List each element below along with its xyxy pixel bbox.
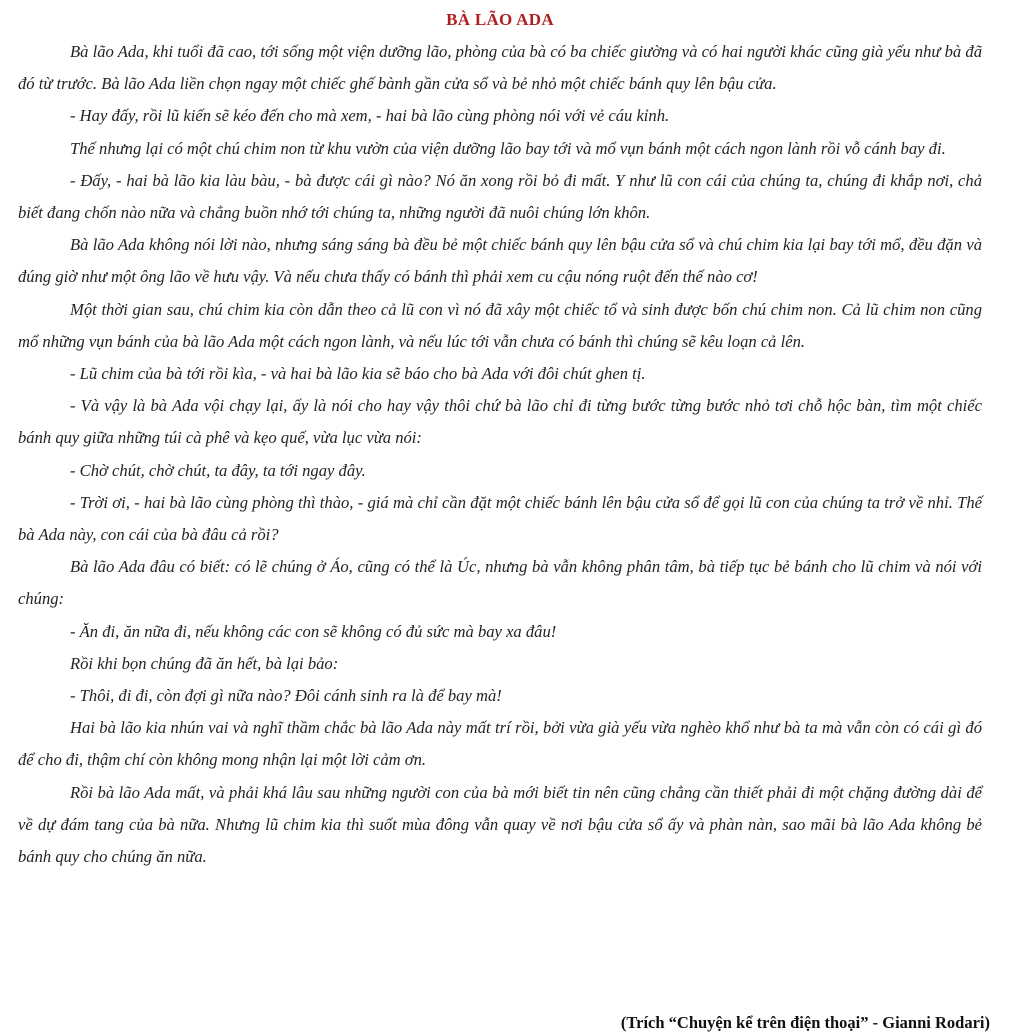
story-paragraph: - Lũ chim của bà tới rồi kìa, - và hai bà lão kia sẽ báo cho bà Ada với đôi chút ghen tị. [70, 364, 646, 384]
story-body [18, 36, 982, 873]
story-paragraph: - Thôi, đi đi, còn đợi gì nữa nào? Đôi cánh sinh ra là để bay mà! [70, 686, 502, 706]
story-paragraph: - Đấy, - hai bà lão kia làu bàu, - bà được cái gì nào? Nó ăn xong rồi bỏ đi mất. Y như lũ con cái của chúng ta, chúng đi khắp nơi, chả biết đang chốn nào nữa và chẳng buồn nhớ tới chúng ta, những người đã nuôi chúng lớn khôn. [18, 170, 982, 223]
story-paragraph: - Và vậy là bà Ada vội chạy lại, ấy là nói cho hay vậy thôi chứ bà lão chỉ đi từng bước từng bước nhỏ tơi chỗ hộc bàn, tìm một chiếc bánh quy giữa những túi cà phê và kẹo quế, vừa lục vừa nói: [18, 396, 982, 448]
story-paragraph: - Ăn đi, ăn nữa đi, nếu không các con sẽ không có đủ sức mà bay xa đâu! [70, 621, 557, 641]
story-title: BÀ LÃO ADA [446, 10, 554, 29]
story-paragraph: Thế nhưng lại có một chú chim non từ khu vườn của viện dưỡng lão bay tới và mổ vụn bánh một cách ngon lành rồi vỗ cánh bay đi. [70, 138, 946, 158]
source-citation: (Trích “Chuyện kể trên điện thoại” - Gianni Rodari) [620, 1013, 990, 1032]
story-paragraph: Hai bà lão kia nhún vai và nghĩ thầm chắc bà lão Ada này mất trí rồi, bởi vừa già yếu vừa nghèo khổ như bà ta mà vẫn còn có cái gì đó để cho đi, thậm chí còn không mong nhận lại một lời cảm ơn. [18, 718, 982, 770]
story-paragraph: - Chờ chút, chờ chút, ta đây, ta tới ngay đây. [70, 460, 366, 480]
story-paragraph: Bà lão Ada không nói lời nào, nhưng sáng sáng bà đều bẻ một chiếc bánh quy lên bậu cửa sổ và chú chim kia lại bay tới mổ, đều đặn và đúng giờ như một ông lão về hưu vậy. Và nếu chưa thấy có bánh thì phải xem cu cậu nóng ruột đến thế nào cơ! [18, 235, 982, 287]
story-paragraph: Rồi khi bọn chúng đã ăn hết, bà lại bảo: [70, 653, 339, 673]
story-paragraph: Bà lão Ada đâu có biết: có lẽ chúng ở Áo, cũng có thể là Úc, nhưng bà vẫn không phân tâm, bà tiếp tục bẻ bánh cho lũ chim và nói với chúng: [18, 557, 982, 609]
story-paragraph: - Hay đấy, rồi lũ kiến sẽ kéo đến cho mà xem, - hai bà lão cùng phòng nói với vẻ cáu kỉnh. [70, 106, 670, 126]
story-paragraph: Bà lão Ada, khi tuổi đã cao, tới sống một viện dưỡng lão, phòng của bà có ba chiếc giường và có hai người khác cũng già yếu như bà đã đó từ trước. Bà lão Ada liền chọn ngay một chiếc ghế bành gần cửa sổ và bẻ nhỏ một chiếc bánh quy lên bậu cửa. [18, 42, 982, 94]
story-paragraph: Rồi bà lão Ada mất, và phải khá lâu sau những người con của bà mới biết tin nên cũng chẳng cần thiết phải đi một chặng đường dài để về dự đám tang của bà nữa. Nhưng lũ chim kia thì suốt mùa đông vẫn quay về nơi bậu cửa sổ ấy và phàn nàn, sao mãi bà lão Ada không bẻ bánh quy cho chúng ăn nữa. [18, 782, 982, 867]
story-paragraph: - Trời ơi, - hai bà lão cùng phòng thì thào, - giá mà chỉ cần đặt một chiếc bánh lên bậu cửa sổ để gọi lũ con của chúng ta trở về nhỉ. Thế bà Ada này, con cái của bà đâu cả rồi? [18, 492, 982, 545]
document-page [18, 6, 990, 1032]
story-paragraph: Một thời gian sau, chú chim kia còn dẫn theo cả lũ con vì nó đã xây một chiếc tổ và sinh được bốn chú chim non. Cả lũ chim non cũng mổ những vụn bánh của bà lão Ada một cách ngon lành, và nếu lúc tới vẫn chưa có bánh thì chúng sẽ kêu loạn cả lên. [18, 299, 982, 351]
